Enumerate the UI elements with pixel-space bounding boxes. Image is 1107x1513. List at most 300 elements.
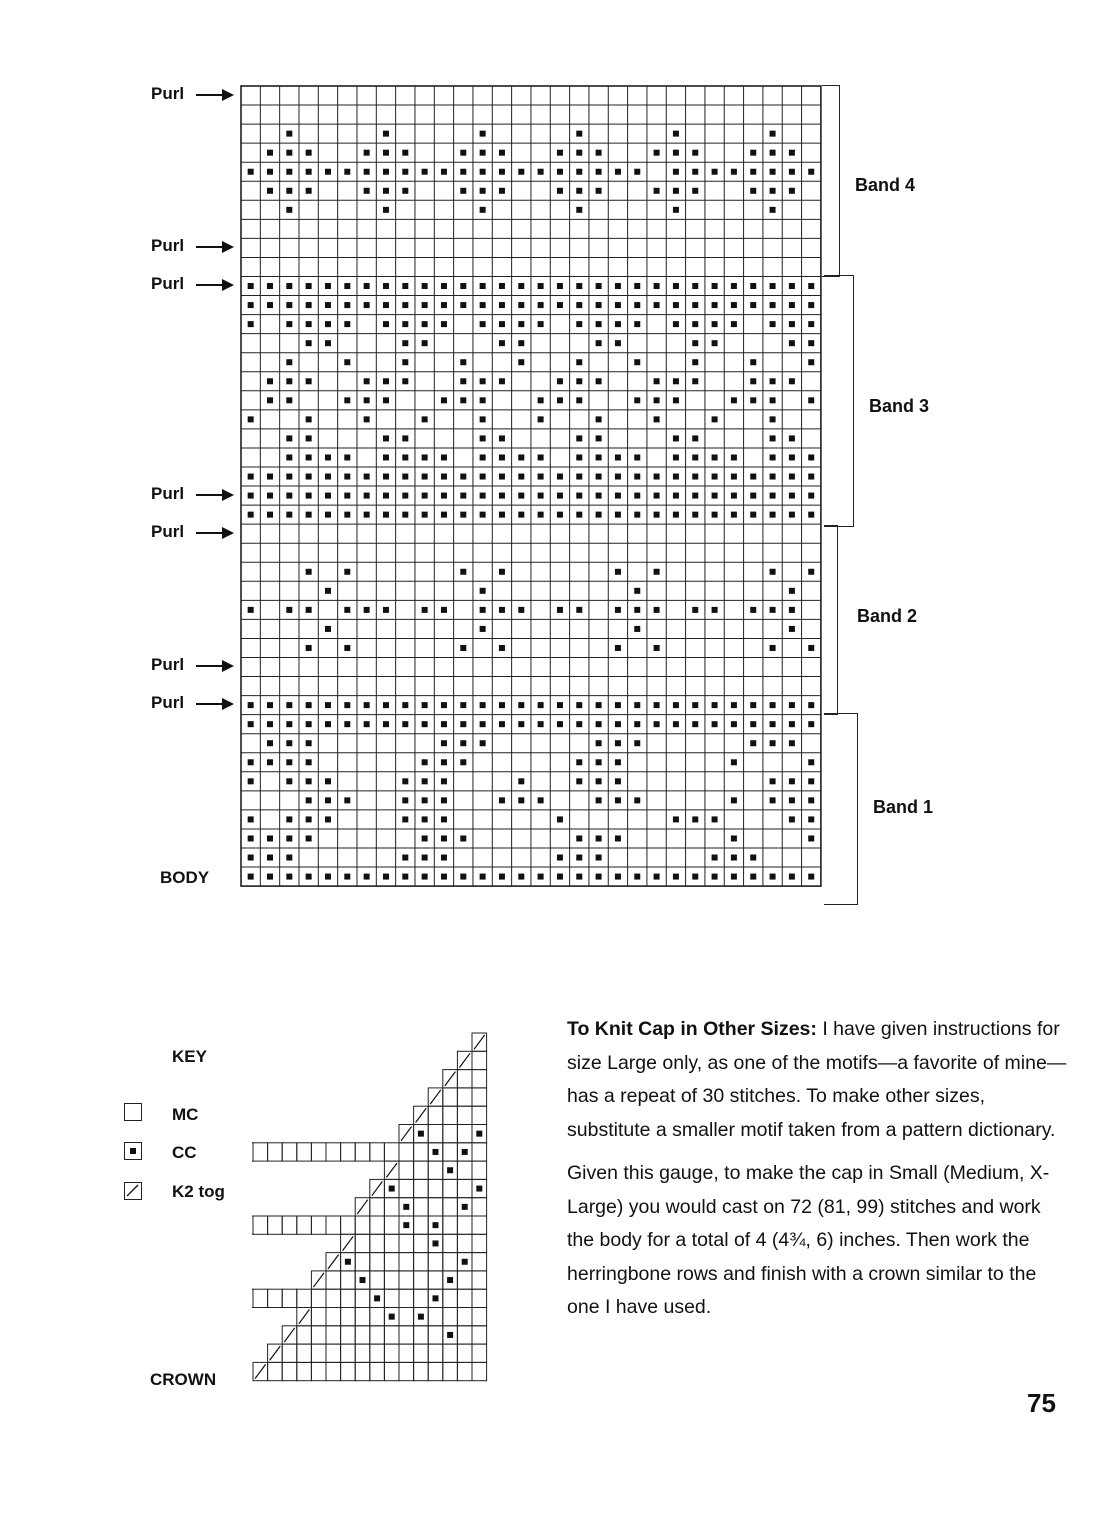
cc-stitch	[306, 816, 312, 822]
cc-stitch	[422, 474, 428, 480]
purl-arrow-icon	[196, 494, 232, 496]
cc-stitch	[789, 321, 795, 327]
cc-stitch	[770, 435, 776, 441]
cc-stitch	[422, 454, 428, 460]
cc-stitch	[712, 493, 718, 499]
cc-stitch	[460, 721, 466, 727]
cc-stitch	[750, 874, 756, 880]
cc-stitch	[712, 169, 718, 175]
k2tog-stitch	[401, 1127, 412, 1141]
band-3-bracket	[824, 275, 854, 527]
cc-stitch	[731, 493, 737, 499]
cc-stitch	[433, 1149, 439, 1155]
cc-stitch	[286, 454, 292, 460]
cc-stitch	[325, 588, 331, 594]
cc-stitch	[673, 169, 679, 175]
cc-stitch	[750, 721, 756, 727]
cc-stitch	[576, 378, 582, 384]
cc-stitch	[499, 302, 505, 308]
cc-stitch	[383, 721, 389, 727]
cc-stitch	[654, 302, 660, 308]
cc-stitch	[422, 283, 428, 289]
cc-stitch	[808, 569, 814, 575]
cc-stitch	[422, 778, 428, 784]
cc-stitch	[596, 493, 602, 499]
cc-stitch	[286, 740, 292, 746]
purl-arrow-icon	[196, 703, 232, 705]
purl-row-label: Purl	[151, 274, 185, 294]
cc-stitch	[460, 378, 466, 384]
k2tog-stitch	[343, 1236, 354, 1250]
k2tog-stitch	[386, 1163, 397, 1177]
cc-stitch	[422, 512, 428, 518]
cc-stitch	[596, 321, 602, 327]
cc-stitch	[306, 797, 312, 803]
cc-stitch	[557, 283, 563, 289]
cc-stitch	[402, 855, 408, 861]
cc-stitch	[673, 302, 679, 308]
k2tog-stitch	[357, 1200, 368, 1214]
cc-stitch	[634, 512, 640, 518]
cc-stitch	[634, 169, 640, 175]
cc-stitch	[789, 150, 795, 156]
cc-stitch	[692, 512, 698, 518]
cc-stitch	[789, 169, 795, 175]
cc-stitch	[267, 493, 273, 499]
cc-stitch	[557, 378, 563, 384]
cc-stitch	[286, 283, 292, 289]
cc-stitch	[789, 588, 795, 594]
cc-stitch	[596, 150, 602, 156]
cc-stitch	[248, 721, 254, 727]
cc-stitch	[596, 283, 602, 289]
cc-stitch	[403, 1204, 409, 1210]
cc-stitch	[325, 474, 331, 480]
cc-stitch	[538, 283, 544, 289]
cc-stitch	[306, 188, 312, 194]
cc-stitch	[286, 721, 292, 727]
cc-stitch	[286, 435, 292, 441]
cc-stitch	[538, 416, 544, 422]
cc-stitch	[325, 874, 331, 880]
cc-stitch	[499, 569, 505, 575]
cc-stitch	[267, 474, 273, 480]
k2tog-stitch	[255, 1364, 266, 1378]
cc-stitch	[789, 454, 795, 460]
cc-stitch	[248, 702, 254, 708]
cc-stitch	[403, 1222, 409, 1228]
cc-stitch	[460, 702, 466, 708]
cc-stitch	[325, 169, 331, 175]
cc-stitch	[750, 855, 756, 861]
cc-stitch	[654, 721, 660, 727]
cc-stitch	[460, 512, 466, 518]
cc-stitch	[692, 359, 698, 365]
cc-stitch	[344, 721, 350, 727]
cc-stitch	[248, 416, 254, 422]
cc-stitch	[673, 150, 679, 156]
cc-stitch	[770, 321, 776, 327]
cc-stitch	[557, 607, 563, 613]
cc-stitch	[557, 397, 563, 403]
cc-stitch	[480, 416, 486, 422]
cc-stitch	[615, 454, 621, 460]
cc-stitch	[538, 702, 544, 708]
band-2-label: Band 2	[857, 606, 918, 626]
cc-stitch	[615, 835, 621, 841]
cc-stitch	[770, 740, 776, 746]
cc-stitch	[306, 302, 312, 308]
cc-stitch	[712, 283, 718, 289]
cc-stitch	[750, 188, 756, 194]
cc-stitch	[789, 607, 795, 613]
cc-stitch	[402, 816, 408, 822]
cc-stitch	[286, 359, 292, 365]
cc-stitch	[770, 188, 776, 194]
cc-stitch	[576, 702, 582, 708]
cc-stitch	[364, 874, 370, 880]
cc-stitch	[306, 512, 312, 518]
cc-stitch	[712, 512, 718, 518]
cc-stitch	[499, 378, 505, 384]
cc-stitch	[441, 607, 447, 613]
cc-stitch	[460, 493, 466, 499]
cc-stitch	[441, 721, 447, 727]
cc-stitch	[286, 188, 292, 194]
cc-stitch	[789, 512, 795, 518]
cc-stitch	[433, 1222, 439, 1228]
cc-stitch	[673, 283, 679, 289]
cc-stitch	[499, 607, 505, 613]
cc-stitch	[383, 512, 389, 518]
cc-stitch	[460, 740, 466, 746]
cc-stitch	[286, 302, 292, 308]
cc-stitch	[286, 131, 292, 137]
cc-stitch	[480, 721, 486, 727]
purl-row-label: Purl	[151, 693, 185, 713]
cc-stitch	[673, 131, 679, 137]
cc-stitch	[557, 188, 563, 194]
cc-stitch	[306, 721, 312, 727]
cc-stitch	[634, 302, 640, 308]
cc-stitch	[770, 150, 776, 156]
cc-stitch	[808, 797, 814, 803]
cc-stitch	[476, 1186, 482, 1192]
cc-stitch	[325, 283, 331, 289]
cc-stitch	[576, 721, 582, 727]
cc-stitch	[441, 321, 447, 327]
cc-stitch	[634, 321, 640, 327]
cc-stitch	[576, 207, 582, 213]
cc-stitch	[789, 874, 795, 880]
cc-stitch	[248, 302, 254, 308]
purl-arrow-icon	[196, 94, 232, 96]
cc-stitch	[692, 454, 698, 460]
cc-stitch	[499, 474, 505, 480]
cc-stitch	[808, 835, 814, 841]
cc-stitch	[460, 169, 466, 175]
cc-stitch	[286, 778, 292, 784]
cc-stitch	[654, 493, 660, 499]
cc-stitch	[267, 302, 273, 308]
cc-stitch	[808, 359, 814, 365]
cc-stitch	[731, 702, 737, 708]
cc-stitch	[808, 493, 814, 499]
cc-stitch	[480, 131, 486, 137]
cc-stitch	[615, 321, 621, 327]
crown-label: CROWN	[150, 1370, 217, 1389]
cc-stitch	[344, 283, 350, 289]
cc-stitch	[499, 150, 505, 156]
cc-stitch	[306, 874, 312, 880]
cc-stitch	[389, 1186, 395, 1192]
cc-stitch	[538, 169, 544, 175]
cc-stitch	[596, 340, 602, 346]
cc-stitch	[306, 340, 312, 346]
k2tog-stitch	[372, 1181, 383, 1195]
cc-stitch	[306, 378, 312, 384]
cc-stitch	[576, 283, 582, 289]
cc-stitch	[374, 1295, 380, 1301]
cc-stitch	[325, 454, 331, 460]
cc-stitch	[673, 493, 679, 499]
cc-stitch	[596, 721, 602, 727]
cc-stitch	[538, 721, 544, 727]
cc-stitch	[789, 721, 795, 727]
cc-stitch	[712, 721, 718, 727]
cc-stitch	[538, 397, 544, 403]
cc-stitch	[770, 397, 776, 403]
cc-stitch	[248, 493, 254, 499]
cc-stitch	[286, 759, 292, 765]
cc-stitch	[325, 626, 331, 632]
cc-stitch	[808, 512, 814, 518]
cc-stitch	[692, 874, 698, 880]
cc-stitch	[808, 454, 814, 460]
cc-stitch	[557, 493, 563, 499]
cc-stitch	[731, 721, 737, 727]
cc-stitch	[441, 778, 447, 784]
cc-stitch	[634, 626, 640, 632]
cc-stitch	[789, 493, 795, 499]
cc-stitch	[402, 512, 408, 518]
cc-stitch	[712, 416, 718, 422]
cc-stitch	[286, 207, 292, 213]
cc-stitch	[422, 416, 428, 422]
cc-stitch	[480, 474, 486, 480]
cc-stitch	[402, 435, 408, 441]
cc-stitch	[402, 702, 408, 708]
cc-stitch	[770, 302, 776, 308]
paragraph-heading: To Knit Cap in Other Sizes:	[567, 1018, 817, 1040]
cc-stitch	[654, 569, 660, 575]
cc-stitch	[286, 816, 292, 822]
cc-stitch	[344, 397, 350, 403]
k2tog-stitch	[459, 1053, 470, 1067]
cc-stitch	[441, 512, 447, 518]
cc-stitch	[596, 759, 602, 765]
cc-stitch	[383, 493, 389, 499]
cc-stitch	[615, 493, 621, 499]
cc-stitch	[286, 474, 292, 480]
cc-stitch	[422, 721, 428, 727]
cc-stitch	[364, 493, 370, 499]
cc-stitch	[634, 397, 640, 403]
cc-stitch	[248, 512, 254, 518]
cc-stitch	[286, 321, 292, 327]
cc-stitch	[731, 835, 737, 841]
cc-stitch	[654, 874, 660, 880]
cc-stitch	[447, 1167, 453, 1173]
cc-swatch	[124, 1142, 142, 1160]
cc-stitch	[480, 607, 486, 613]
purl-row-label: Purl	[151, 235, 185, 255]
cc-stitch	[596, 435, 602, 441]
cc-stitch	[480, 493, 486, 499]
cc-stitch	[402, 359, 408, 365]
purl-row-label: Purl	[151, 655, 185, 675]
cc-stitch	[383, 454, 389, 460]
cc-stitch	[673, 512, 679, 518]
cc-stitch	[750, 283, 756, 289]
cc-stitch	[306, 740, 312, 746]
cc-stitch	[615, 740, 621, 746]
cc-stitch	[480, 321, 486, 327]
cc-stitch	[402, 340, 408, 346]
cc-stitch	[364, 416, 370, 422]
cc-stitch	[418, 1314, 424, 1320]
cc-stitch	[499, 874, 505, 880]
cc-stitch	[731, 759, 737, 765]
cc-stitch	[364, 302, 370, 308]
cc-stitch	[596, 474, 602, 480]
cc-stitch	[344, 493, 350, 499]
cc-stitch	[770, 645, 776, 651]
cc-stitch	[325, 493, 331, 499]
cc-stitch	[344, 321, 350, 327]
cc-stitch	[596, 378, 602, 384]
cc-stitch	[692, 435, 698, 441]
cc-stitch	[538, 454, 544, 460]
cc-stitch	[248, 855, 254, 861]
cc-stitch	[750, 740, 756, 746]
cc-stitch	[286, 169, 292, 175]
cc-stitch	[557, 302, 563, 308]
cc-stitch	[654, 702, 660, 708]
cc-stitch	[306, 835, 312, 841]
cc-stitch	[460, 150, 466, 156]
cc-stitch	[286, 512, 292, 518]
cc-stitch	[789, 302, 795, 308]
cc-stitch	[692, 493, 698, 499]
cc-stitch	[441, 797, 447, 803]
cc-stitch	[712, 340, 718, 346]
cc-stitch	[576, 321, 582, 327]
purl-row-label: Purl	[151, 483, 185, 503]
cc-stitch	[576, 778, 582, 784]
cc-stitch	[306, 474, 312, 480]
cc-stitch	[750, 150, 756, 156]
cc-stitch	[712, 321, 718, 327]
cc-stitch	[789, 626, 795, 632]
cc-stitch	[383, 150, 389, 156]
body-row-label: BODY	[160, 868, 210, 888]
cc-stitch	[306, 416, 312, 422]
cc-stitch	[712, 454, 718, 460]
cc-stitch	[402, 302, 408, 308]
cc-stitch	[673, 454, 679, 460]
cc-stitch	[267, 188, 273, 194]
cc-stitch	[576, 493, 582, 499]
cc-stitch	[770, 131, 776, 137]
cc-stitch	[596, 778, 602, 784]
cc-stitch	[615, 874, 621, 880]
cc-stitch	[712, 816, 718, 822]
cc-stitch	[344, 797, 350, 803]
cc-stitch	[576, 302, 582, 308]
cc-stitch	[518, 283, 524, 289]
cc-stitch	[538, 321, 544, 327]
cc-stitch	[712, 302, 718, 308]
cc-stitch	[808, 302, 814, 308]
cc-stitch	[518, 359, 524, 365]
cc-stitch	[306, 150, 312, 156]
cc-stitch	[286, 397, 292, 403]
cc-stitch	[460, 359, 466, 365]
cc-stitch	[402, 150, 408, 156]
cc-stitch	[518, 169, 524, 175]
cc-stitch	[480, 150, 486, 156]
cc-stitch	[462, 1259, 468, 1265]
k2tog-stitch	[270, 1346, 281, 1360]
cc-stitch	[480, 188, 486, 194]
cc-stitch	[360, 1277, 366, 1283]
cc-stitch	[518, 607, 524, 613]
cc-stitch	[596, 454, 602, 460]
cc-stitch	[460, 835, 466, 841]
cc-stitch	[441, 302, 447, 308]
cc-stitch	[364, 150, 370, 156]
cc-stitch	[248, 474, 254, 480]
cc-stitch	[557, 721, 563, 727]
cc-stitch	[576, 397, 582, 403]
cc-stitch	[808, 778, 814, 784]
cc-stitch	[441, 169, 447, 175]
cc-stitch	[596, 302, 602, 308]
cc-stitch	[808, 397, 814, 403]
cc-stitch	[731, 454, 737, 460]
cc-stitch	[402, 321, 408, 327]
cc-stitch	[441, 835, 447, 841]
cc-stitch	[596, 188, 602, 194]
cc-stitch	[476, 1131, 482, 1137]
cc-stitch	[770, 512, 776, 518]
cc-stitch	[422, 340, 428, 346]
cc-stitch	[712, 855, 718, 861]
cc-stitch	[441, 740, 447, 746]
cc-stitch	[418, 1131, 424, 1137]
cc-stitch	[576, 759, 582, 765]
cc-stitch	[673, 435, 679, 441]
cc-stitch	[267, 169, 273, 175]
paragraph-gauge: Given this gauge, to make the cap in Small (Medium, X-Large) you would cast on 72 (81, 99) stitches and work the body for a total of 4 (4¾, 6) inches. Then work the herringbone rows and finish with a crown similar to the one I have used.	[567, 1162, 1050, 1318]
cc-stitch	[402, 778, 408, 784]
cc-stitch	[518, 493, 524, 499]
cc-stitch	[422, 607, 428, 613]
cc-stitch	[750, 493, 756, 499]
cc-stitch	[518, 340, 524, 346]
cc-stitch	[789, 797, 795, 803]
